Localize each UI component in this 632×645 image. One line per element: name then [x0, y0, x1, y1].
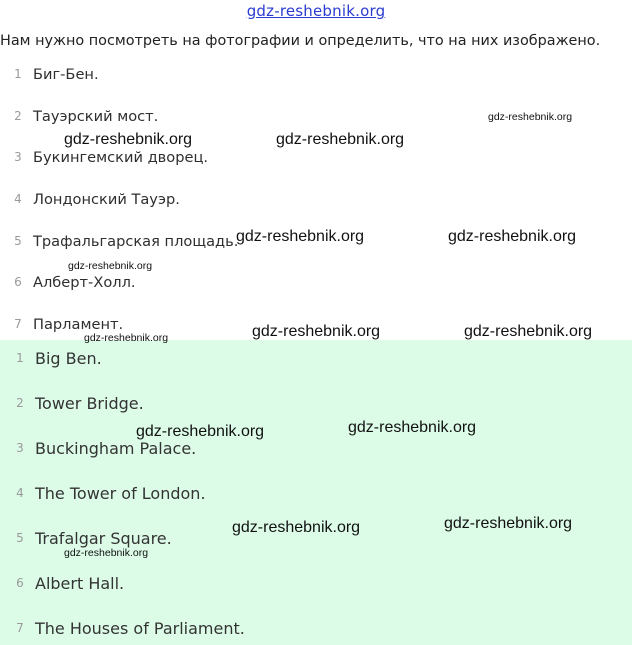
watermark: gdz-reshebnik.org — [68, 260, 153, 272]
watermark: gdz-reshebnik.org — [64, 547, 149, 559]
item-text: Биг-Бен. — [33, 65, 99, 83]
watermark: gdz-reshebnik.org — [136, 423, 265, 440]
list-item — [0, 226, 238, 256]
item-number: 7 — [14, 317, 22, 331]
watermark: gdz-reshebnik.org — [488, 111, 573, 123]
item-text: Парламент. — [33, 315, 124, 333]
item-number: 7 — [16, 621, 24, 635]
item-number: 2 — [14, 109, 22, 123]
list-item — [0, 341, 102, 375]
list-item — [0, 611, 245, 645]
item-text: Трафальгарская площадь. — [33, 232, 239, 250]
item-number: 2 — [16, 396, 24, 410]
item-text: Buckingham Palace. — [35, 438, 197, 458]
item-number: 4 — [16, 486, 24, 500]
watermark: gdz-reshebnik.org — [232, 519, 361, 536]
item-number: 3 — [16, 441, 24, 455]
item-number: 3 — [14, 150, 22, 164]
item-number: 4 — [14, 192, 22, 206]
watermark: gdz-reshebnik.org — [464, 323, 593, 340]
intro-text: Нам нужно посмотреть на фотографии и определить, что на них изображено. — [0, 33, 601, 49]
watermark: gdz-reshebnik.org — [348, 419, 477, 436]
item-text: The Houses of Parliament. — [35, 618, 245, 638]
list-item — [0, 476, 206, 510]
watermark: gdz-reshebnik.org — [84, 332, 169, 344]
watermark: gdz-reshebnik.org — [236, 228, 365, 245]
list-item — [0, 386, 144, 420]
item-text: The Tower of London. — [35, 483, 206, 503]
item-text: Albert Hall. — [35, 573, 125, 593]
item-text: Tower Bridge. — [35, 393, 144, 413]
list-item — [0, 184, 180, 214]
list-item — [0, 101, 158, 131]
english-answer-block — [0, 340, 632, 645]
item-number: 6 — [14, 275, 22, 289]
watermark: gdz-reshebnik.org — [276, 131, 405, 148]
list-item — [0, 59, 99, 89]
item-number: 6 — [16, 576, 24, 590]
item-text: Тауэрский мост. — [33, 107, 159, 125]
item-text: Лондонский Тауэр. — [33, 190, 180, 208]
item-text: Букингемский дворец. — [33, 148, 209, 166]
item-text: Big Ben. — [35, 348, 102, 368]
item-number: 5 — [16, 531, 24, 545]
item-text: Trafalgar Square. — [35, 528, 172, 548]
watermark: gdz-reshebnik.org — [252, 323, 381, 340]
item-number: 1 — [16, 351, 24, 365]
item-text: Алберт-Холл. — [33, 273, 136, 291]
watermark: gdz-reshebnik.org — [448, 228, 577, 245]
list-item — [0, 566, 124, 600]
item-number: 5 — [14, 234, 22, 248]
watermark: gdz-reshebnik.org — [444, 515, 573, 532]
watermark: gdz-reshebnik.org — [64, 131, 193, 148]
site-header-link[interactable]: gdz-reshebnik.org — [246, 2, 386, 20]
item-number: 1 — [14, 67, 22, 81]
